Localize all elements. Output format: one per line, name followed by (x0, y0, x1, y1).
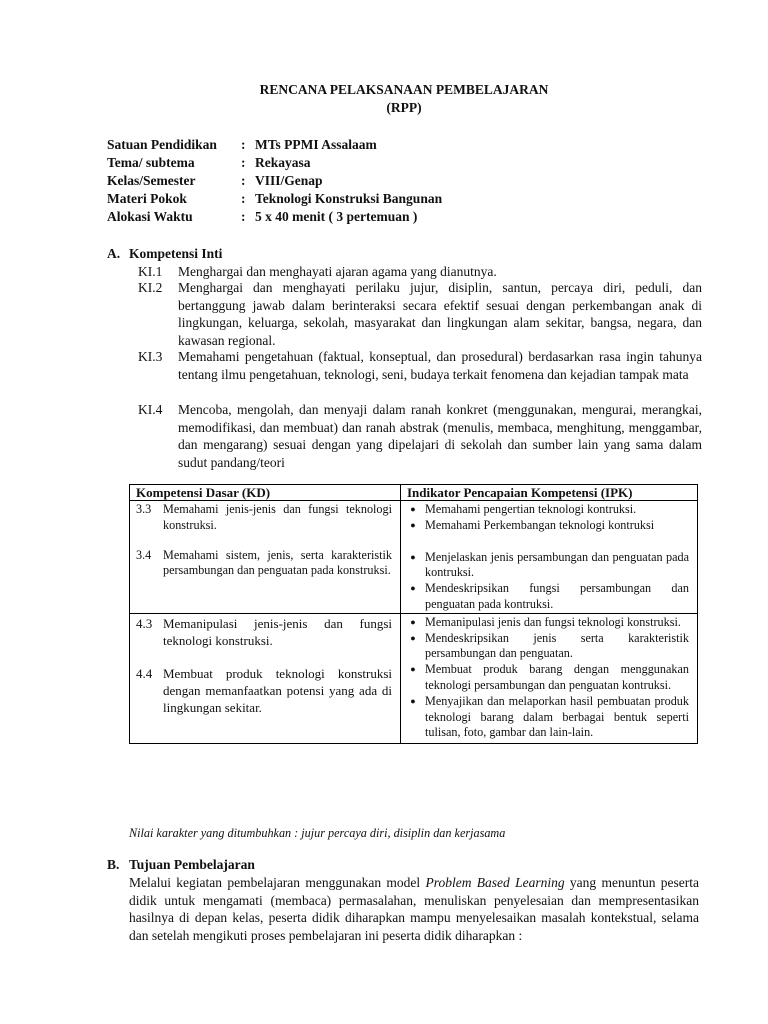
ipk-text: Memahami pengertian teknologi kontruksi. (425, 502, 637, 516)
kd-item (136, 665, 392, 716)
section-marker: B. (107, 857, 120, 872)
bullet-icon: ● (410, 632, 416, 643)
identity-colon: : (241, 137, 246, 152)
list-item (401, 550, 689, 582)
ipk-text: Menyajikan dan melaporkan hasil pembuatan produk teknologi barang dalam berbagai bentuk seperti tulisan, foto, gambar dan lain-lain. (425, 693, 689, 740)
ipk-text: Mendeskripsikan fungsi persambungan dan penguatan pada kontruksi. (425, 581, 689, 611)
list-item (401, 694, 689, 741)
identity-value: Teknologi Konstruksi Bangunan (255, 191, 443, 206)
ki-item (138, 348, 702, 383)
document-subtitle: (RPP) (386, 100, 422, 115)
identity-colon: : (241, 191, 246, 206)
model-name: Problem Based Learning (425, 875, 565, 890)
table-header-row (130, 485, 698, 501)
ki-text: Memahami pengetahuan (faktual, konseptual, dan prosedural) berdasarkan rasa ingin tahunya tentang ilmu pengetahuan, teknologi, seni, budaya terkait fenomena dan kejadian tampak mata (178, 349, 702, 382)
list-item (401, 502, 689, 518)
identity-colon: : (241, 173, 246, 188)
bullet-icon: ● (410, 583, 416, 594)
ipk-cell (401, 613, 698, 743)
ki-code: KI.3 (138, 349, 163, 364)
ipk-text: Membuat produk barang dengan menggunakan teknologi persambungan dan penguatan kontruksi. (425, 662, 689, 692)
identity-value: 5 x 40 menit ( 3 pertemuan ) (255, 209, 418, 224)
paragraph-text: Melalui kegiatan pembelajaran menggunakan model (129, 875, 426, 890)
kd-text: Memanipulasi jenis-jenis dan fungsi teknologi konstruksi. (163, 615, 392, 648)
identity-label: Materi Pokok (107, 191, 187, 206)
kd-item (136, 548, 392, 580)
ki-text: Mencoba, mengolah, dan menyaji dalam ranah konkret (menggunakan, mengurai, merangkai, memodifikasi, dan membuat) dan ranah abstrak (menulis, membaca, menghitung, menggambar, dan mengarang) sesuai dengan yang dipelajari di sekolah dan sumber lain yang sama dalam sudut pandang/teori (178, 402, 702, 470)
ki-item (138, 279, 702, 349)
list-item (401, 581, 689, 613)
table-row (130, 613, 698, 743)
paragraph-text: yang menuntun peserta didik untuk mengamati (membaca) permasalahan, menuliskan penyelesaian dan mempresentasikan hasilnya di depan kelas, peserta didik diharapkan mampu menyelesaikan masalah kontekstual, selama dan setelah mengikuti proses pembelajaran ini peserta didik diharapkan : (129, 875, 699, 943)
ki-code: KI.1 (138, 264, 163, 279)
kd-text: Membuat produk teknologi konstruksi dengan memanfaatkan potensi yang ada di lingkungan sekitar. (163, 665, 392, 715)
kd-text: Memahami jenis-jenis dan fungsi teknologi konstruksi. (163, 502, 392, 532)
ipk-text: Menjelaskan jenis persambungan dan penguatan pada kontruksi. (425, 549, 689, 580)
ki-code: KI.2 (138, 280, 163, 295)
kd-cell (130, 501, 401, 614)
section-title: Kompetensi Inti (129, 246, 223, 261)
kd-ipk-table (129, 484, 698, 744)
kd-text: Memahami sistem, jenis, serta karakteristik persambungan dan penguatan pada konstruksi. (163, 547, 392, 578)
bullet-icon: ● (410, 695, 416, 706)
kd-number: 3.3 (136, 502, 152, 516)
document-title: RENCANA PELAKSANAAN PEMBELAJARAN (259, 82, 549, 97)
list-item (401, 615, 689, 631)
kd-number: 3.4 (136, 547, 152, 562)
identity-value: Rekayasa (255, 155, 311, 170)
ki-item (138, 401, 702, 471)
kd-number: 4.3 (136, 615, 153, 631)
ipk-cell (401, 501, 698, 614)
ipk-text: Mendeskripsikan jenis serta karakteristik persambungan dan penguatan. (425, 630, 689, 661)
identity-label: Satuan Pendidikan (107, 137, 217, 152)
ki-code: KI.4 (138, 402, 163, 417)
bullet-icon: ● (410, 519, 416, 530)
kd-number: 4.4 (136, 665, 153, 681)
character-values-note: Nilai karakter yang ditumbuhkan : jujur percaya diri, disiplin dan kerjasama (129, 826, 506, 840)
ipk-text: Memanipulasi jenis dan fungsi teknologi konstruksi. (425, 614, 681, 629)
identity-label: Tema/ subtema (107, 155, 195, 170)
kd-item (136, 502, 392, 534)
ipk-list (401, 502, 697, 613)
list-item (401, 662, 689, 694)
identity-label: Alokasi Waktu (107, 209, 193, 224)
ipk-text: Memahami Perkembangan teknologi kontruksi (425, 517, 655, 532)
kd-item (136, 615, 392, 649)
bullet-icon: ● (410, 551, 416, 562)
list-item (401, 631, 689, 663)
identity-label: Kelas/Semester (107, 173, 196, 188)
identity-value: VIII/Genap (255, 173, 323, 188)
ki-text: Menghargai dan menghayati perilaku jujur, disiplin, santun, percaya diri, peduli, dan bertanggung jawab dalam berinteraksi secara efektif sesuai dengan perkembangan anak di lingkungan, keluarga, sekolah, masyarakat dan lingkungan alam sekitar, bangsa, negara, dan kawasan regional. (178, 280, 702, 348)
identity-colon: : (241, 155, 246, 170)
ki-item (138, 263, 702, 281)
identity-colon: : (241, 209, 246, 224)
header-kd: Kompetensi Dasar (KD) (130, 485, 401, 501)
section-marker: A. (107, 246, 121, 261)
ipk-list (401, 615, 697, 741)
bullet-icon: ● (410, 616, 416, 627)
section-title: Tujuan Pembelajaran (129, 857, 255, 872)
table-row (130, 501, 698, 614)
header-ipk: Indikator Pencapaian Kompetensi (IPK) (401, 485, 698, 501)
list-item (401, 518, 689, 534)
ki-text: Menghargai dan menghayati ajaran agama yang dianutnya. (178, 264, 497, 279)
bullet-icon: ● (410, 504, 416, 514)
identity-value: MTs PPMI Assalaam (255, 137, 377, 152)
learning-objectives-paragraph (129, 874, 699, 944)
kd-cell (130, 613, 401, 743)
bullet-icon: ● (410, 664, 416, 675)
